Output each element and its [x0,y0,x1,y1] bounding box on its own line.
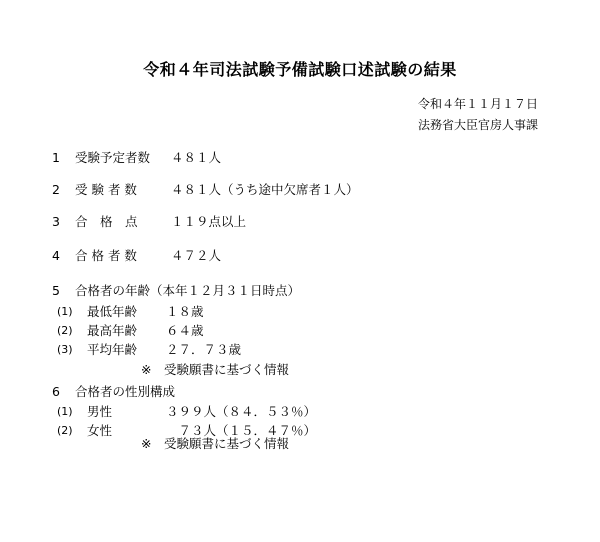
item-label-passers: 合 格 者 数 [75,248,137,263]
subitem-number: (3) [57,343,73,356]
subitem-value-male: ３９９人（８４．５３％） [166,404,317,419]
item-label-passing-score: 合 格 点 [75,214,138,229]
issue-date: 令和４年１１月１７日 [417,97,538,111]
subitem-label-average-age: 平均年齢 [87,342,138,357]
subitem-number: (2) [57,424,73,437]
subitem-number: (1) [57,305,73,318]
item-number: 2 [52,182,60,197]
item-number: 3 [52,214,60,229]
item-value-examinees: ４８１人（うち途中欠席者１人） [171,182,359,197]
subitem-value-average-age: ２７．７３歳 [166,342,242,357]
subitem-number: (2) [57,324,73,337]
document-title: 令和４年司法試験予備試験口述試験の結果 [143,60,457,79]
subitem-label-max-age: 最高年齢 [87,323,138,338]
item-label-scheduled-examinees: 受験予定者数 [75,150,151,165]
item-label-examinees: 受 験 者 数 [75,182,137,197]
gender-source-note: ※ 受験願書に基づく情報 [141,436,289,451]
section-number: 5 [52,283,60,298]
item-value-passing-score: １１９点以上 [171,214,247,229]
age-source-note: ※ 受験願書に基づく情報 [141,362,289,377]
issuing-office: 法務省大臣官房人事課 [417,118,538,132]
subitem-label-male: 男性 [87,404,113,419]
subitem-value-min-age: １８歳 [166,304,204,319]
section-number: 6 [52,384,60,399]
section-heading-gender: 合格者の性別構成 [75,384,176,399]
subitem-label-female: 女性 [87,423,113,438]
subitem-value-max-age: ６４歳 [166,323,204,338]
subitem-label-min-age: 最低年齢 [87,304,138,319]
item-value-passers: ４７２人 [171,248,222,263]
item-value-scheduled-examinees: ４８１人 [171,150,222,165]
section-heading-age: 合格者の年齢（本年１２月３１日時点） [75,283,301,298]
item-number: 4 [52,248,60,263]
subitem-value-female: ７３人（１５．４７％） [166,423,317,438]
subitem-number: (1) [57,405,73,418]
item-number: 1 [52,150,60,165]
